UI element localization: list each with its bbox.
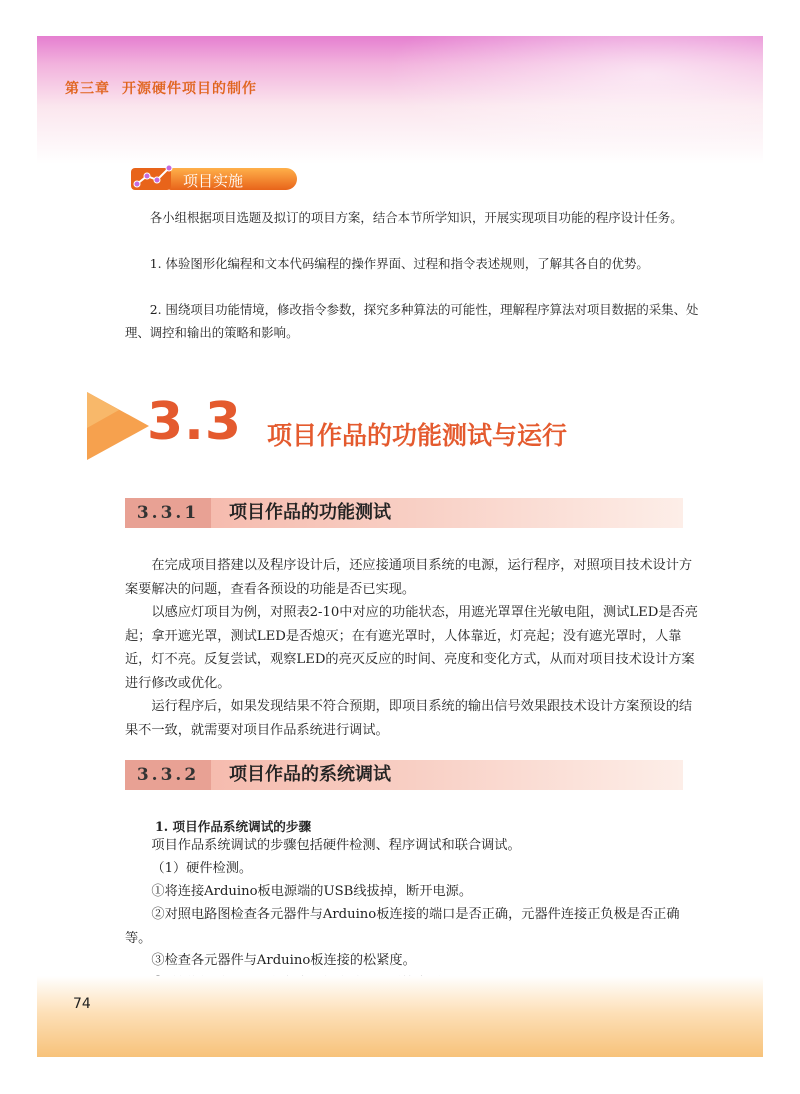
step-item: ③检查各元器件与Arduino板连接的松紧度。 <box>151 953 416 968</box>
subsection-number: 3.3.1 <box>125 498 211 528</box>
section-number: 3.3 <box>147 392 243 452</box>
step-heading: 1. 项目作品系统调试的步骤 <box>155 819 312 834</box>
chapter-number: 第三章 <box>65 81 110 97</box>
running-header <box>65 78 269 98</box>
section-arrow-icon <box>83 390 153 460</box>
implementation-item-1: 1. 体验图形化编程和文本代码编程的操作界面、过程和指令表述规则，了解其各自的优势。 <box>149 256 649 271</box>
tag-label: 项目实施 <box>183 172 244 190</box>
paragraph: 项目作品系统调试的步骤包括硬件检测、程序调试和联合调试。 <box>151 838 521 853</box>
subsection-title: 项目作品的系统调试 <box>229 764 391 785</box>
step-item: ②对照电路图检查各元器件与Arduino板连接的端口是否正确，元器件连接正负极是否正确等。 <box>125 907 680 946</box>
implementation-item-2: 2. 围绕项目功能情境，修改指令参数，探究多种算法的可能性，理解程序算法对项目数据的采集、处理、调控和输出的策略和影响。 <box>125 302 699 340</box>
paragraph: 运行程序后，如果发现结果不符合预期，即项目系统的输出信号效果跟技术设计方案预设的结果不一致，就需要对项目作品系统进行调试。 <box>125 699 693 738</box>
chapter-title: 开源硬件项目的制作 <box>122 81 257 97</box>
subsection-number: 3.3.2 <box>125 760 211 790</box>
subsection-bar-1 <box>125 498 683 528</box>
section-title: 项目作品的功能测试与运行 <box>267 421 568 450</box>
page-number: 74 <box>73 996 91 1012</box>
implementation-intro: 各小组根据项目选题及拟订的项目方案，结合本节所学知识，开展实现项目功能的程序设计任务。 <box>149 210 683 225</box>
project-implementation-tag <box>127 160 297 192</box>
paragraph: 以感应灯项目为例，对照表2-10中对应的功能状态，用遮光罩罩住光敏电阻，测试LED是否亮起；拿开遮光罩，测试LED是否熄灭；在有遮光罩时，人体靠近，灯亮起；没有遮光罩时，人靠近，灯不亮。反复尝试，观察LED的亮灭反应的时间、亮度和变化方式，从而对项目技术设计方案进行修改或优化。 <box>125 605 698 691</box>
footer-band <box>37 976 763 1057</box>
step-item: ①将连接Arduino板电源端的USB线拔掉，断开电源。 <box>151 884 473 899</box>
paragraph: 在完成项目搭建以及程序设计后，还应接通项目系统的电源，运行程序，对照项目技术设计方案要解决的问题，查看各预设的功能是否已实现。 <box>125 558 693 597</box>
paragraph: （1）硬件检测。 <box>151 861 253 876</box>
header-band <box>37 36 763 164</box>
textbook-page <box>37 36 763 1057</box>
subsection-title: 项目作品的功能测试 <box>229 502 391 523</box>
line-chart-icon <box>127 160 187 194</box>
subsection-bar-2 <box>125 760 683 790</box>
